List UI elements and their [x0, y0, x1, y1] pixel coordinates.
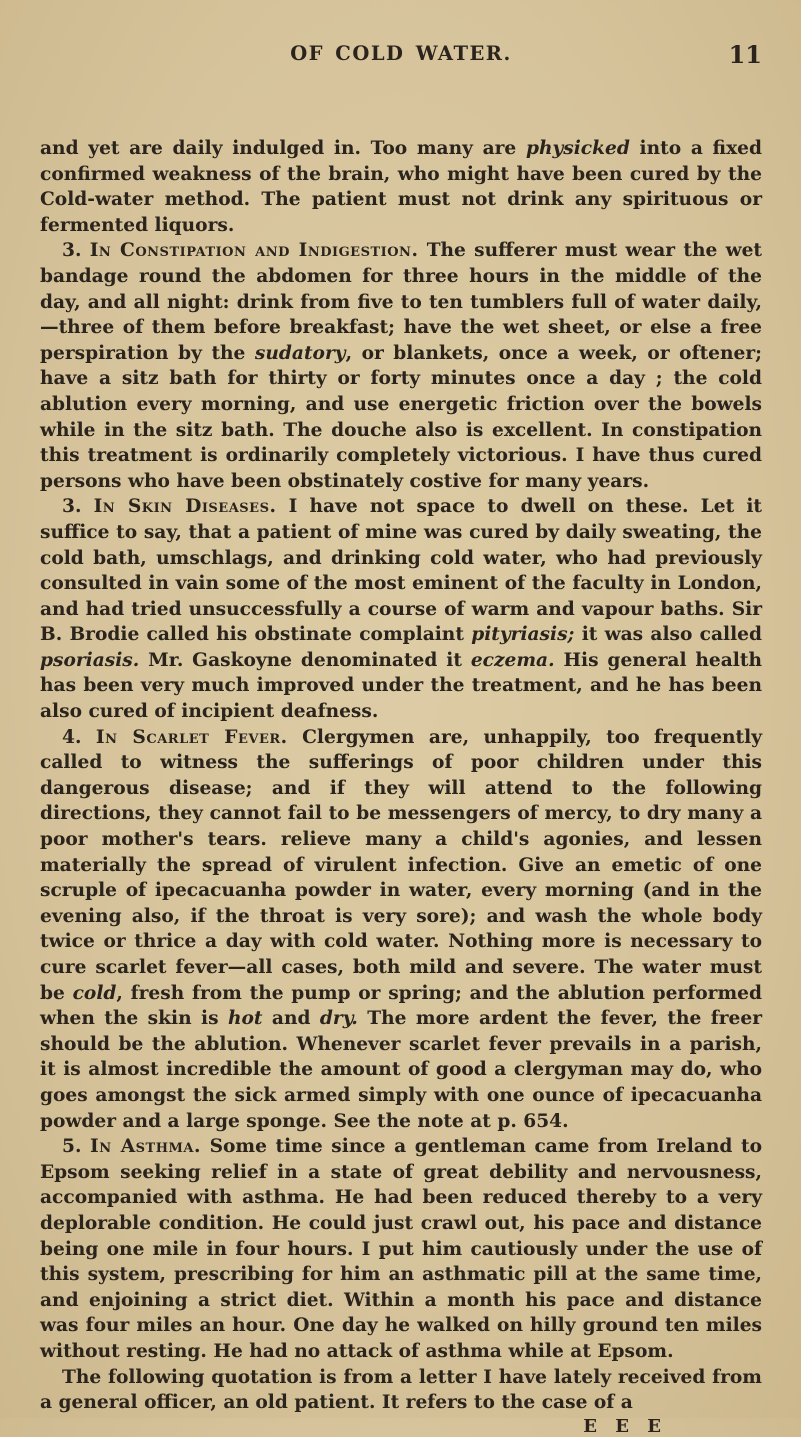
section-heading: In Skin Diseases.	[93, 496, 277, 518]
book-page	[40, 40, 763, 1437]
running-title: OF COLD WATER.	[290, 42, 512, 65]
italic-term: dry.	[319, 1008, 358, 1030]
italic-term: sudatory	[254, 342, 346, 364]
paragraph-asthma: 5. In Asthma. Some time since a gentleman came from Ireland to Epsom seeking relief in a state of great debility and nervousness, accompanied with asthma. He had been reduced thereby to a very deplorable condition. He could just crawl out, his pace and distance being one mile in four hours. I put him cautiously under the use of this system, prescribing for him an asthmatic pill at the same time, and enjoining a strict diet. Within a month his pace and distance was four miles an hour. One day he walked on hilly ground ten miles without resting. He had no attack of asthma while at Epsom.	[40, 1136, 762, 1362]
body-text	[40, 136, 762, 1416]
section-heading: In Constipation and Indigestion.	[89, 240, 419, 262]
paragraph-scarlet-fever: 4. In Scarlet Fever. Clergymen are, unhappily, too frequently called to witness the sufferings of poor children under this dangerous disease; and if they will attend to the following directions, they cannot fail to be messengers of mercy, to dry many a poor mother's tears. relieve many a child's agonies, and lessen materially the spread of virulent infection. Give an emetic of one scruple of ipecacuanha powder in water, every morning (and in the evening also, if the throat is very sore); and wash the whole body twice or thrice a day with cold water. Nothing more is necessary to cure scarlet fever—all cases, both mild and severe. The water must be cold, fresh from the pump or spring; and the ablution performed when the skin is hot and dry. The more ardent the fever, the freer should be the ablution. Whenever scarlet fever prevails in a parish, it is almost incredible the amount of good a clergyman may do, who goes amongst the sick armed simply with one ounce of ipecacuanha powder and a large sponge. See the note at p. 654.	[40, 726, 763, 1132]
italic-term: cold	[72, 982, 117, 1004]
section-heading: In Asthma.	[90, 1136, 201, 1158]
running-head	[40, 40, 762, 76]
paragraph-constipation: 3. In Constipation and Indigestion. The sufferer must wear the wet bandage round the abdomen for three hours in the middle of the day, and all night: drink from five to ten tumblers full of water daily,—three of them before breakfast; have the wet sheet, or else a free perspiration by the sudatory, or blankets, once a week, or oftener; have a sitz bath for thirty or forty minutes once a day ; the cold ablution every morning, and use energetic friction over the bowels while in the sitz bath. The douche also is excellent. In constipation this treatment is ordinarily completely victorious. I have thus cured persons who have been obstinately costive for many years.	[40, 240, 763, 492]
paragraph-quotation-intro: The following quotation is from a letter I have lately received from a general officer, an old patient. It refers to the case of a	[40, 1366, 762, 1414]
italic-term: hot	[227, 1008, 263, 1030]
italic-term: physicked	[525, 138, 630, 159]
italic-term: pityriasis;	[471, 624, 575, 646]
printer-signature-mark: E E E	[583, 1415, 667, 1437]
section-number: 4.	[62, 726, 82, 748]
paragraph-skin-diseases: 3. In Skin Diseases. I have not space to dwell on these. Let it suffice to say, that a patient of mine was cured by daily sweating, the cold bath, umschlags, and drinking cold water, who had previously consulted in vain some of the most eminent of the faculty in London, and had tried unsuccessfully a course of warm and vapour baths. Sir B. Brodie called his obstinate complaint pityriasis; it was also called psoriasis. Mr. Gaskoyne denominated it eczema. His general health has been very much improved under the treatment, and he has been also cured of incipient deafness.	[40, 496, 762, 723]
italic-term: eczema.	[470, 649, 555, 671]
section-number: 3.	[62, 240, 82, 262]
section-number: 5.	[62, 1136, 82, 1158]
paragraph-continuation: and yet are daily indulged in. Too many are physicked into a fixed confirmed weakness of the brain, who might have been cured by the Cold-water method. The patient must not drink any spirituous or fermented liquors.	[40, 138, 762, 236]
section-heading: In Scarlet Fever.	[95, 726, 288, 748]
section-number: 3.	[62, 496, 82, 518]
italic-term: psoriasis.	[40, 649, 140, 671]
page-number: 11	[728, 40, 762, 69]
